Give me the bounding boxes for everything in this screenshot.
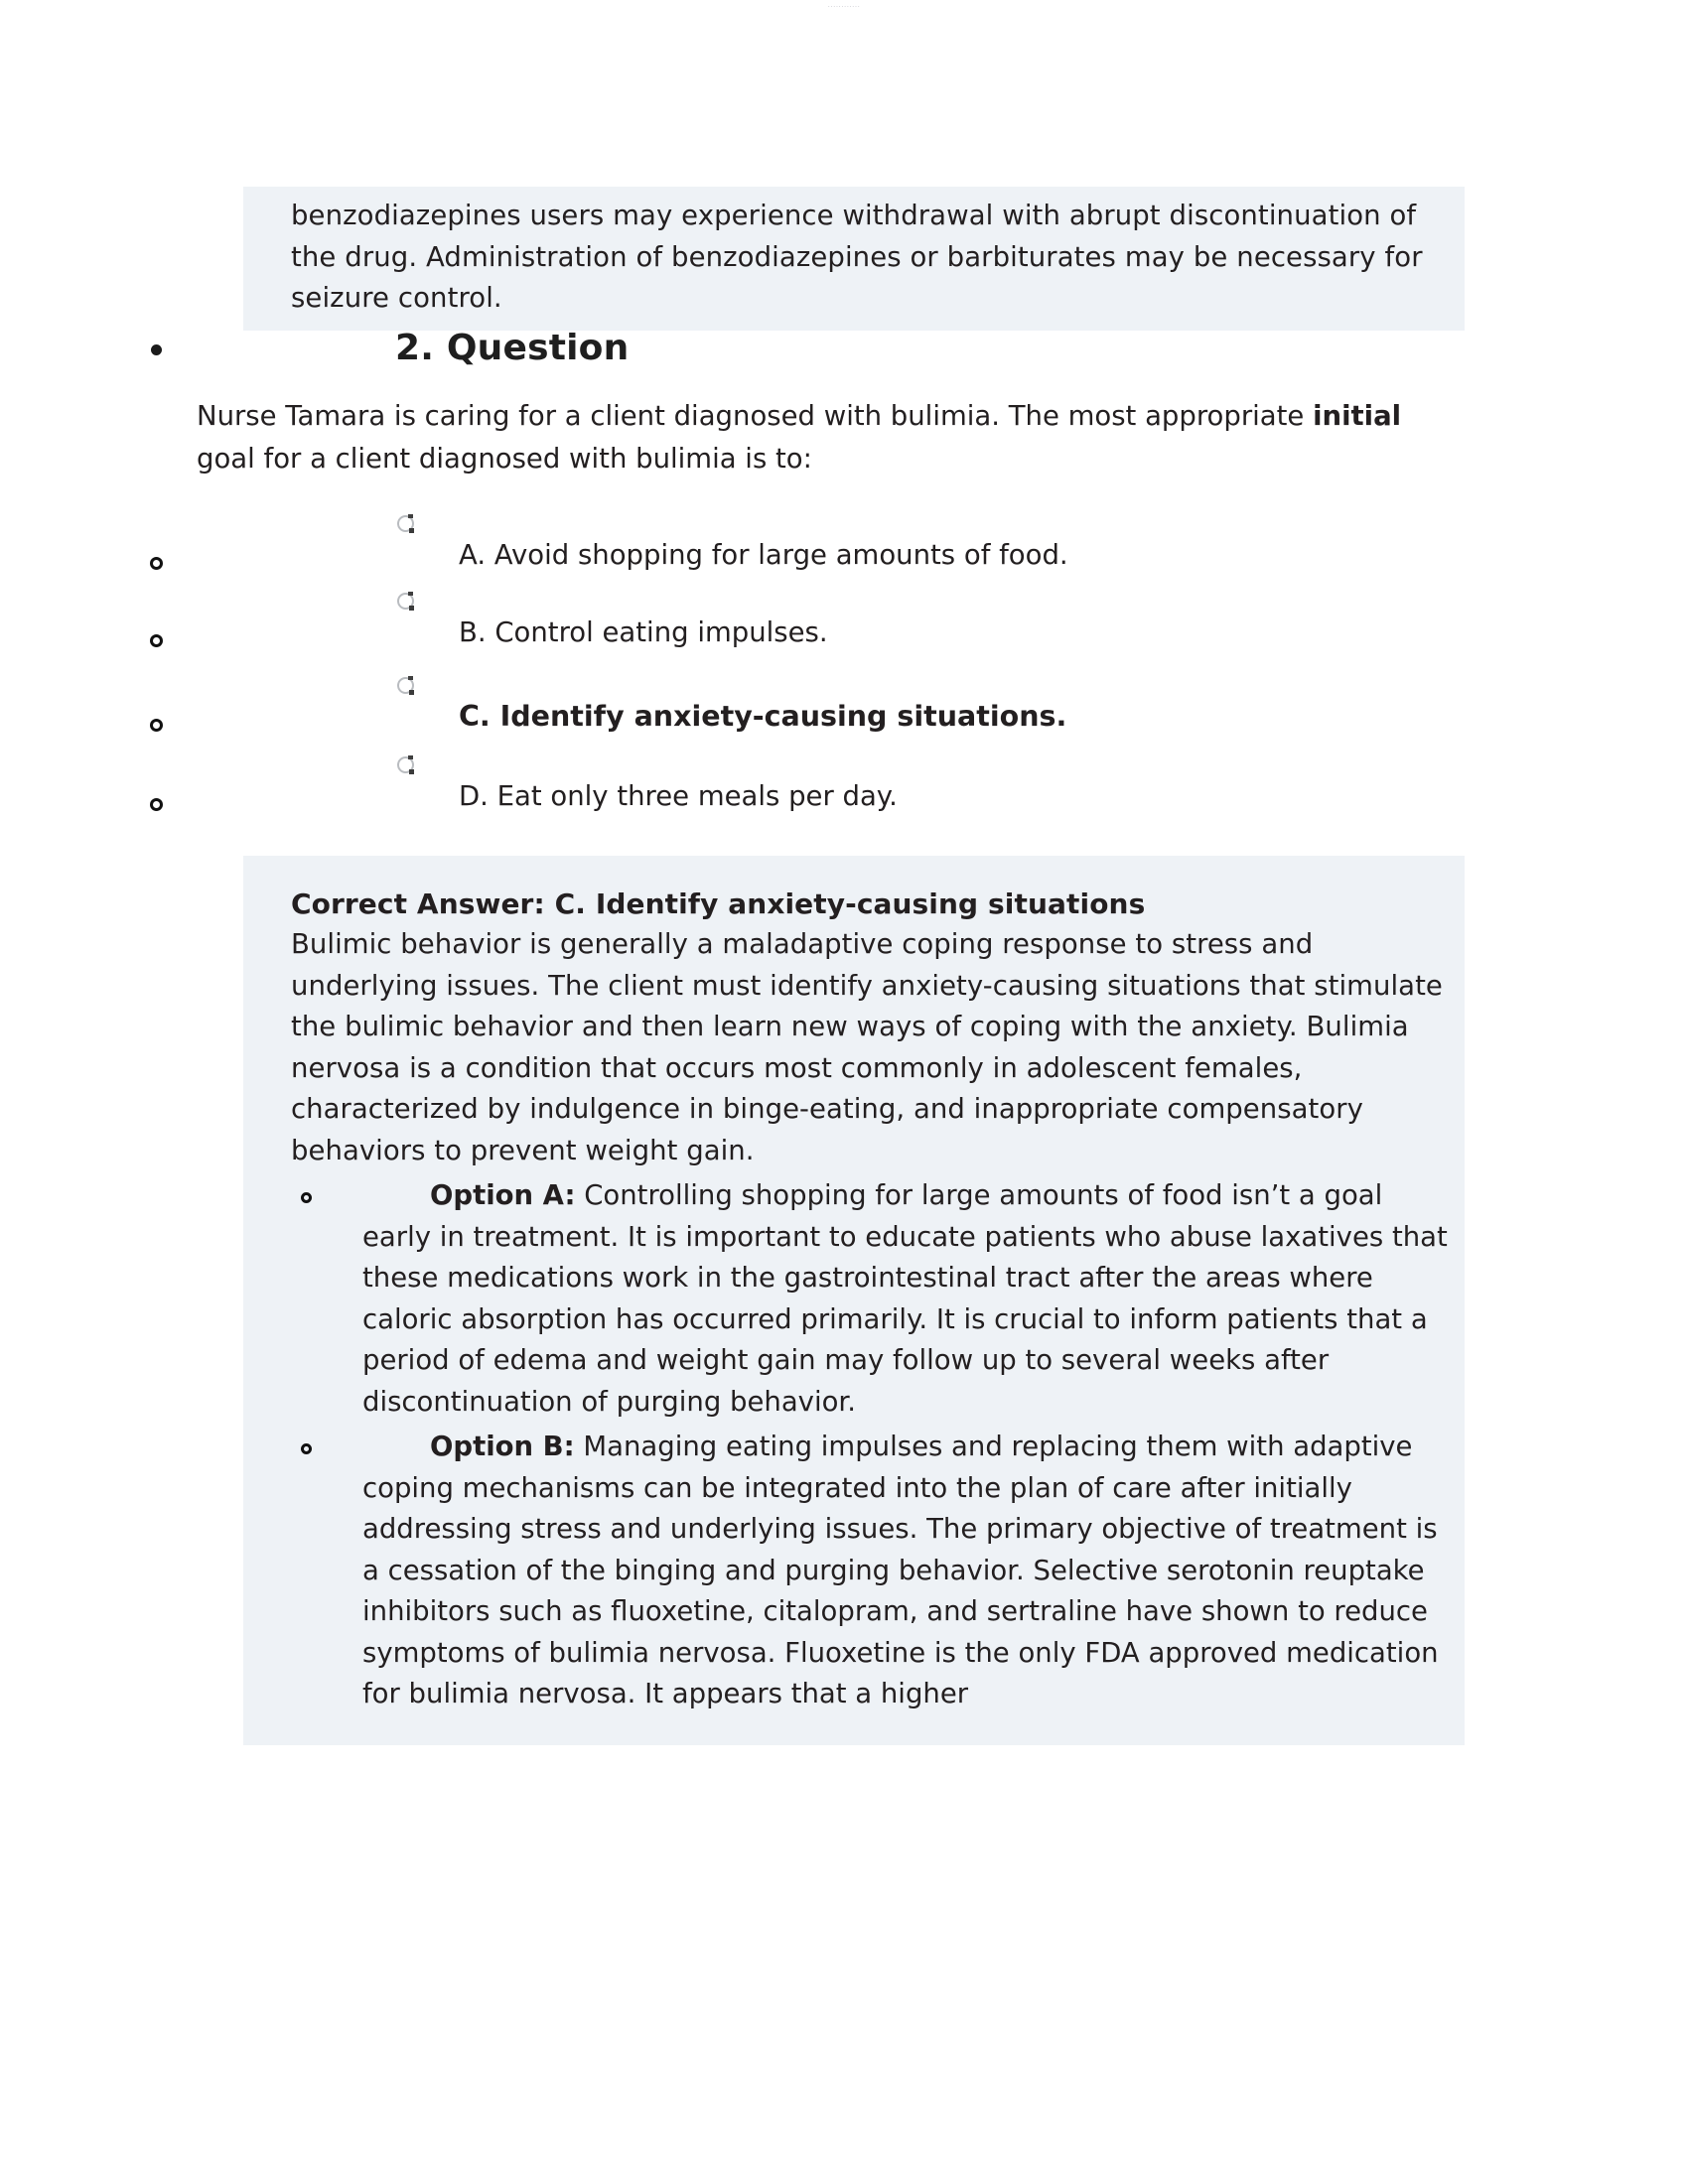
option-a-rationale-text: Controlling shopping for large amounts of food isn’t a goal early in treatment. It is important to educate patients who abuse laxatives that these medications work in the gastrointestinal tract after the areas where caloric absorption has occurred primarily. It is crucial to inform patients that a period of edema and weight gain may follow up to several weeks after discontinuation of purging behavior. <box>362 1179 1448 1418</box>
question-heading-row <box>0 323 1688 384</box>
option-row-a[interactable] <box>0 513 1688 593</box>
question-stem-emphasis: initial <box>1313 400 1402 432</box>
radio-unchecked-icon[interactable] <box>397 515 414 532</box>
filled-bullet-icon <box>151 344 162 355</box>
previous-answer-continuation: benzodiazepines users may experience withdrawal with abrupt discontinuation of the drug. Administration of benzodiazepines or barbiturates may be necessary for seizure control. <box>243 187 1465 331</box>
option-label-d[interactable]: D. Eat only three meals per day. <box>459 780 898 812</box>
hollow-bullet-icon <box>150 557 163 570</box>
option-label-c[interactable]: C. Identify anxiety-causing situations. <box>459 700 1067 733</box>
answer-explanation-inner <box>243 884 1449 1715</box>
radio-unchecked-icon[interactable] <box>397 756 414 773</box>
question-number-heading: 2. Question <box>395 328 630 368</box>
option-a-rationale <box>291 1175 1449 1423</box>
hollow-bullet-icon <box>150 634 163 647</box>
option-row-b[interactable] <box>0 591 1688 670</box>
hollow-bullet-icon <box>301 1192 312 1203</box>
radio-unchecked-icon[interactable] <box>397 593 414 610</box>
option-b-rationale <box>291 1427 1449 1715</box>
answer-explanation-block <box>243 856 1465 1745</box>
option-b-rationale-lead: Option B: <box>430 1431 575 1462</box>
hollow-bullet-icon <box>150 719 163 732</box>
hollow-bullet-icon <box>301 1443 312 1454</box>
page-header-artifact: ............ <box>827 1 861 9</box>
option-row-d[interactable] <box>0 754 1688 834</box>
question-stem <box>197 395 1438 480</box>
question-stem-part2: goal for a client diagnosed with bulimia is to: <box>197 443 812 475</box>
radio-unchecked-icon[interactable] <box>397 677 414 694</box>
option-label-b[interactable]: B. Control eating impulses. <box>459 616 828 648</box>
option-b-rationale-text: Managing eating impulses and replacing them with adaptive coping mechanisms can be integrated into the plan of care after initially addressing stress and underlying issues. The primary objective of treatment is a cessation of the binging and purging behavior. Selective serotonin reuptake inhibitors such as fluoxetine, citalopram, and sertraline have shown to reduce symptoms of bulimia nervosa. Fluoxetine is the only FDA approved medication for bulimia nervosa. It appears that a higher <box>362 1431 1439 1709</box>
option-label-a[interactable]: A. Avoid shopping for large amounts of food. <box>459 539 1068 571</box>
answer-rationale-text: Bulimic behavior is generally a maladaptive coping response to stress and underlying issues. The client must identify anxiety-causing situations that stimulate the bulimic behavior and then learn new ways of coping with the anxiety. Bulimia nervosa is a condition that occurs most commonly in adolescent females, characterized by indulgence in binge-eating, and inappropriate compensatory behaviors to prevent weight gain. <box>291 928 1443 1166</box>
option-row-c[interactable] <box>0 675 1688 754</box>
hollow-bullet-icon <box>150 798 163 811</box>
correct-answer-heading: Correct Answer: C. Identify anxiety-causing situations <box>291 887 1146 920</box>
option-a-rationale-lead: Option A: <box>430 1179 576 1211</box>
question-stem-part1: Nurse Tamara is caring for a client diagnosed with bulimia. The most appropriate <box>197 400 1314 432</box>
